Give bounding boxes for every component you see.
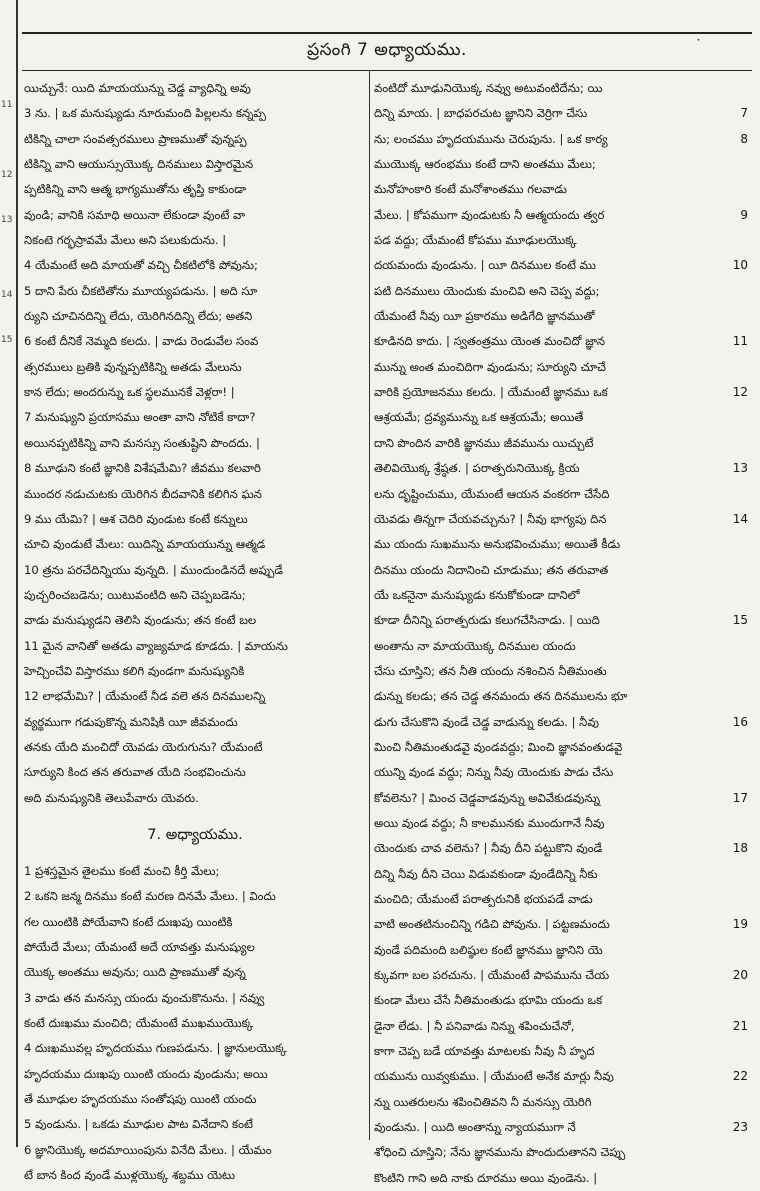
text-line: 4 దుఃఖమువల్ల హృదయము గుణపడును. | జ్ఞానులయొక్క — [24, 1041, 287, 1056]
text-line — [374, 1014, 748, 1039]
line-text: కోవలెను? | మించ చెడ్డవాడవున్ను అవివేకుడవున్ను — [374, 790, 600, 805]
text-line — [374, 101, 748, 126]
line-text: యెవడు తిన్నగా చేయవచ్చును? | నీవు భాగ్యపు దిన — [374, 511, 607, 526]
verse-number: 8 — [740, 131, 748, 146]
margin-number: 13 — [1, 215, 13, 225]
text-line: వుండి; వానికి సమాధి అయినా లేకుండా వుంటే వా — [24, 207, 246, 222]
text-line: ప్పటికిన్ని వాని ఆత్మ భాగ్యముతోను తృప్తి కాకుండా — [24, 182, 247, 197]
line-text: దిన్ని మాయ. | బాధపరచుట జ్ఞానిని వెర్రిగా చేసు — [374, 106, 588, 121]
text-line — [374, 253, 748, 278]
text-line: తనకు యేది మంచిదో యెవడు యెరుగును? యేమంటే — [24, 739, 263, 754]
text-line: కంటే దుఃఖము మంచిది; యేమంటే ముఖముయొక్క — [24, 1016, 254, 1031]
text-line — [374, 1064, 748, 1089]
text-line: 8 మూఢుని కంటే జ్ఞానికి విశేషమేమి? జీవము కలవారి — [24, 461, 261, 476]
text-line — [374, 482, 722, 507]
line-text: శోధించి చూస్తిని; నేను జ్ఞానమును పొందుదుతానని చెప్పు — [374, 1145, 626, 1160]
verse-number: 10 — [732, 258, 748, 273]
text-line: పుచ్చరించబడెను; యిటువంటిది అని చెప్పబడెను; — [24, 587, 246, 602]
line-text: డుగు చేసుకొని వుండే చెడ్డ వాడున్ను కలడు. | నీవు — [374, 714, 599, 729]
line-text: చేసు చూస్తిని; తన నీతి యందు నశించిన నీతిమంతు — [374, 663, 607, 678]
line-text: పడ వద్దు; యేమంటే కోపము మూఢులయొక్క — [374, 233, 577, 248]
verse-number: 18 — [732, 841, 748, 856]
line-text: వుండే పదిమంది బలిష్ఠుల కంటే జ్ఞానము జ్ఞానిని యె — [374, 942, 603, 957]
left-column — [24, 76, 366, 1188]
line-text: యున్ని వుండ వద్దు; నిన్ను నీవు యెందుకు పాడు చేసు — [374, 765, 614, 780]
line-text: వుండును. | యిది అంతాన్ను న్యాయముగా నే — [374, 1120, 576, 1135]
text-line — [374, 355, 722, 380]
line-text: మనోహంకారి కంటే మనోశాంతము గలవాడు — [374, 182, 567, 197]
text-line — [374, 431, 722, 456]
text-line — [374, 760, 722, 785]
verse-number: 11 — [732, 334, 748, 349]
text-line: 7 మనుష్యుని ప్రయాసము అంతా వాని నోటికే కాదా? — [24, 410, 256, 425]
line-text: కూడా దీనిన్ని పరాత్పరుడు కలుగచేసినాడు. | యిది — [374, 613, 600, 628]
line-text: ను; లంచము హృదయమును చెరుపును. | ఒక కార్య — [374, 131, 608, 146]
text-line — [374, 583, 722, 608]
verse-number: 17 — [732, 790, 748, 805]
margin-number: 11 — [1, 100, 13, 110]
text-line: అది మనుష్యునికి తెలుపేవారు యెవరు. — [24, 790, 199, 805]
line-text: కాగా చెప్ప బడే యావత్తు మాటలకు నీవు నీ హృద — [374, 1044, 595, 1059]
verse-number: 9 — [740, 207, 748, 222]
line-text: వారికి ప్రయోజనము కలదు. | యేమంటే జ్ఞానము ఒక — [374, 385, 608, 400]
text-line: పోయేదే మేలు; యేమంటే అదే యావత్తు మనుష్యుల — [24, 940, 255, 954]
verse-number: 13 — [732, 461, 748, 476]
text-line — [374, 710, 748, 735]
text-line — [374, 938, 722, 963]
line-text: ముయొక్క ఆరంభము కంటే దాని అంతము మేలు; — [374, 157, 596, 172]
text-line: 5 వుండును. | ఒకడు మూఢుల పాట వినేదాని కంటే — [24, 1117, 253, 1132]
page-title: ప్రసంగి 7 అధ్యాయము. — [307, 40, 467, 60]
text-line: 12 లాభమేమి? | యేమంటే నీడ వలె తన దినములన్ని — [24, 689, 266, 704]
line-text: తెలివియొక్క శ్రేష్ఠత. | పరాత్పరునియొక్క క్రియ — [374, 461, 580, 476]
verse-number: 22 — [732, 1069, 748, 1084]
text-line: యిచ్చునే: యిది మాయయున్ను చెడ్డ వ్యాధిన్ని అవు — [24, 81, 251, 95]
text-line: వ్యర్థముగా గడుపుకొన్న మనిషికి యీ జీవమందు — [24, 714, 238, 729]
text-line — [374, 76, 722, 101]
line-text: వాటి అంతటినుంచిన్ని గడిచి పోవును. | పట్టణమందు — [374, 917, 610, 932]
chapter-heading: 7. అధ్యాయము. — [147, 826, 243, 843]
verse-number: 20 — [732, 968, 748, 983]
line-text: యే ఒకనైనా మనుష్యుడు కనుకోకుండా దానిలో — [374, 587, 580, 602]
text-line — [374, 1115, 748, 1140]
text-line — [374, 684, 722, 709]
text-line — [374, 1166, 722, 1191]
text-line: యొక్క అంతము అవును; యిది ప్రాణముతో వున్న — [24, 965, 246, 980]
line-text: ఆశ్రయమే; ద్రవ్యమున్ను ఒక ఆశ్రయమే; అయితే — [374, 410, 584, 425]
text-line — [374, 304, 722, 329]
line-text: మున్ను అంత మంచిదిగా వుండును; సూర్యుని చూచే — [374, 359, 606, 374]
text-line — [374, 228, 722, 253]
text-line: సూర్యుని కింద తన తరువాత యేది సంభవించును — [24, 765, 246, 780]
text-line: 9 ము యేమి? | ఆశ చెదిరి వుండుట కంటే కన్నులు — [24, 511, 248, 526]
line-text: యేమంటే నీవు యీ ప్రకారము అడిగేది జ్ఞానముతో — [374, 309, 595, 324]
text-line: టికిన్ని చాలా సంవత్సరములు ప్రాణముతో వున్నప్ప — [24, 131, 247, 146]
text-line: ర్యుని చూచినదిన్ని లేదు, యెరిగినదిన్ని లేదు; అతని — [24, 309, 253, 324]
text-line — [374, 836, 748, 861]
text-line: త్సరములు బ్రతికి వున్నప్పటికిన్ని అతడు మేలును — [24, 359, 242, 374]
margin-number: 15 — [1, 335, 13, 345]
line-text: కొంటిని గాని అది నాకు దూరము అయి వుండెను. | — [374, 1170, 598, 1185]
text-line — [374, 1140, 722, 1165]
margin-number: 12 — [1, 170, 13, 180]
line-text: మేలు. | కోపముగా వుండుటకు నీ ఆత్మయందు త్వర — [374, 207, 605, 222]
text-line — [374, 456, 748, 481]
text-line — [374, 1039, 722, 1064]
text-line: తే మూఢుల హృదయము సంతోషపు యింటి యందు — [24, 1092, 257, 1107]
text-line: నికంటె గర్భస్రావమే మేలు అని పలుకుదును. | — [24, 233, 227, 248]
text-line — [374, 634, 722, 659]
text-line: 6 జ్ఞానియొక్క అదమాయింపును వినేది మేలు. | యేమం — [24, 1142, 272, 1157]
text-line — [374, 203, 748, 228]
verse-number: 15 — [732, 613, 748, 628]
line-text: దినము యందు నిదానించి చూడుము; తన తరువాత — [374, 562, 609, 577]
line-text: యెందుకు చావ వలెను? | నీవు దీని పట్టుకొని వుండే — [374, 841, 603, 856]
margin-number: 14 — [1, 290, 13, 300]
text-line — [374, 862, 722, 887]
text-line — [374, 912, 748, 937]
line-text: మంచిది; యేమంటే పరాత్పరునికి భయపడే వాడు — [374, 892, 593, 906]
text-line: చూచి వుండుటే మేలు: యిదిన్ని మాయయున్ను ఆత్మడ — [24, 537, 266, 552]
text-line — [374, 177, 722, 202]
text-line — [374, 279, 722, 304]
verse-number: 19 — [732, 917, 748, 932]
verse-number: 16 — [732, 714, 748, 729]
verse-number: 7 — [740, 106, 748, 121]
line-text: యమును యివ్వకుము. | యేమంటే అనేక మార్లు నీవు — [374, 1069, 614, 1084]
line-text: కుండా మేలు చేసే నీతిమంతుడు భూమి యందు ఒక — [374, 993, 603, 1008]
text-line: 3 ను. | ఒక మనుష్యుడు నూరుమంది పిల్లలను కన్నప్ప — [24, 106, 266, 121]
line-text: దిన్ని నీవు దీని చెయి విడువకుండా వుండేదిన్ని నీకు — [374, 866, 598, 881]
text-line: టికిన్ని వాని ఆయుస్సుయొక్క దినములు విస్తారమైన — [24, 157, 254, 172]
text-line — [374, 735, 722, 760]
text-line: హృదయము దుఃఖపు యింటి యందు వుండును; అయి — [24, 1066, 268, 1081]
text-line — [374, 127, 748, 152]
line-text: అంతాను నా మాయయొక్క దినముల యందు — [374, 638, 576, 653]
text-line: హెచ్చించేవి విస్తారము కలిగి వుండగా మనుష్యునికి — [24, 663, 245, 678]
text-line: టే బాన కింద వుండే ముళ్లయొక్క శబ్దము యెటు — [24, 1168, 235, 1183]
text-line — [374, 659, 722, 684]
line-text: మించి నీతిమంతుడవై వుండవద్దు; మించి జ్ఞానవంతుడవై — [374, 739, 623, 754]
text-line — [374, 811, 722, 836]
text-line — [374, 988, 722, 1013]
line-text: క్కువగా బల పరచును. | యేమంటే పాపమును చేయ — [374, 968, 610, 983]
page-header — [22, 32, 752, 71]
line-text: లను దృష్టించుము, యేమంటే ఆయన వంకరగా చేసేది — [374, 486, 610, 501]
text-line: కాన లేదు; అందరున్ను ఒక స్థలమునకే వెళ్లరా! | — [24, 385, 235, 400]
line-text: డైనా లేడు. | నీ పనివాడు నిన్ను శపించుచేనో, — [374, 1018, 575, 1033]
text-line: 11 మైన వానితో అతడు వ్యాజ్యమాడ కూడదు. | మాయను — [24, 638, 288, 653]
text-line — [374, 608, 748, 633]
text-line: 5 దాని పేరు చీకటితోను మూయ్యపడును. | అది సూ — [24, 283, 258, 298]
text-line: అయినప్పటికిన్ని వాని మనస్సు సంతుష్టిని పొందదు. | — [24, 435, 260, 450]
line-text: దయమందు వుండును. | యీ దినముల కంటే ము — [374, 258, 596, 273]
text-line — [374, 963, 748, 988]
text-line — [374, 1090, 722, 1115]
text-line — [374, 786, 748, 811]
right-column — [374, 76, 748, 1191]
header-mark: ˙ — [695, 38, 702, 54]
line-text: కూడినది కాదు. | స్వతంత్రము యెంత మంచిదో జ్ఞాన — [374, 334, 605, 349]
line-text: వంటిదో మూఢునియొక్క నవ్వు అటువంటిదేను; యి — [374, 81, 603, 95]
verse-number: 12 — [732, 385, 748, 400]
verse-number: 21 — [732, 1018, 748, 1033]
text-line — [374, 887, 722, 912]
verse-number: 23 — [732, 1120, 748, 1135]
line-text: న్ను యితరులను శపించితివని నీ మనస్సు యెరిగి — [374, 1094, 592, 1109]
text-line — [374, 329, 748, 354]
line-text: ము యందు సుఖమును అనుభవించుము; అయితే కీడు — [374, 537, 621, 552]
text-line: 4 యేమంటే అది మాయతో వచ్చి చీకటిలోకి పోవును; — [24, 258, 258, 273]
line-text: డున్ను కలడు; తన చెడ్డ తనమందు తన దినములను భూ — [374, 689, 628, 704]
text-line — [374, 380, 748, 405]
text-line: 3 వాడు తన మనస్సు యందు వుంచుకొనును. | నవ్వు — [24, 990, 265, 1005]
text-line: 2 ఒకని జన్మ దినము కంటే మరణ దినమే మేలు. | విందు — [24, 889, 276, 904]
text-line — [374, 152, 722, 177]
line-text: అయి వుండ వద్దు; నీ కాలమునకు ముందుగానే నీవు — [374, 815, 605, 830]
text-line: ముందర నడుచుటకు యెరిగిన బీదవానికి కలిగిన ఘన — [24, 486, 262, 501]
text-line: గల యింటికి పోయేవాని కంటే దుఃఖపు యింటికి — [24, 914, 233, 929]
text-line — [374, 558, 722, 583]
text-line — [374, 507, 748, 532]
text-line: 1 ప్రశస్తమైన తైలము కంటే మంచి కీర్తి మేలు; — [24, 863, 220, 878]
verse-number: 14 — [732, 511, 748, 526]
column-divider — [369, 70, 370, 1140]
text-line: వాడు మనుష్యుడని తెలిసి వుండును; తన కంటే బల — [24, 613, 257, 628]
line-text: పటి దినములు యెందుకు మంచివి అని చెప్ప వద్దు; — [374, 283, 600, 298]
text-line: 6 కంటే దీనికే నెమ్మది కలదు. | వాడు రెండువేల సంవ — [24, 334, 259, 349]
text-line — [374, 405, 722, 430]
line-text: దాని పొందిన వారికి జ్ఞానము జీవమును యిచ్చుటే — [374, 435, 594, 450]
text-line: 10 త్రను పరచేదిన్నియు వున్నది. | ముందుండినదే అప్పుడే — [24, 562, 283, 577]
text-line — [374, 532, 722, 557]
